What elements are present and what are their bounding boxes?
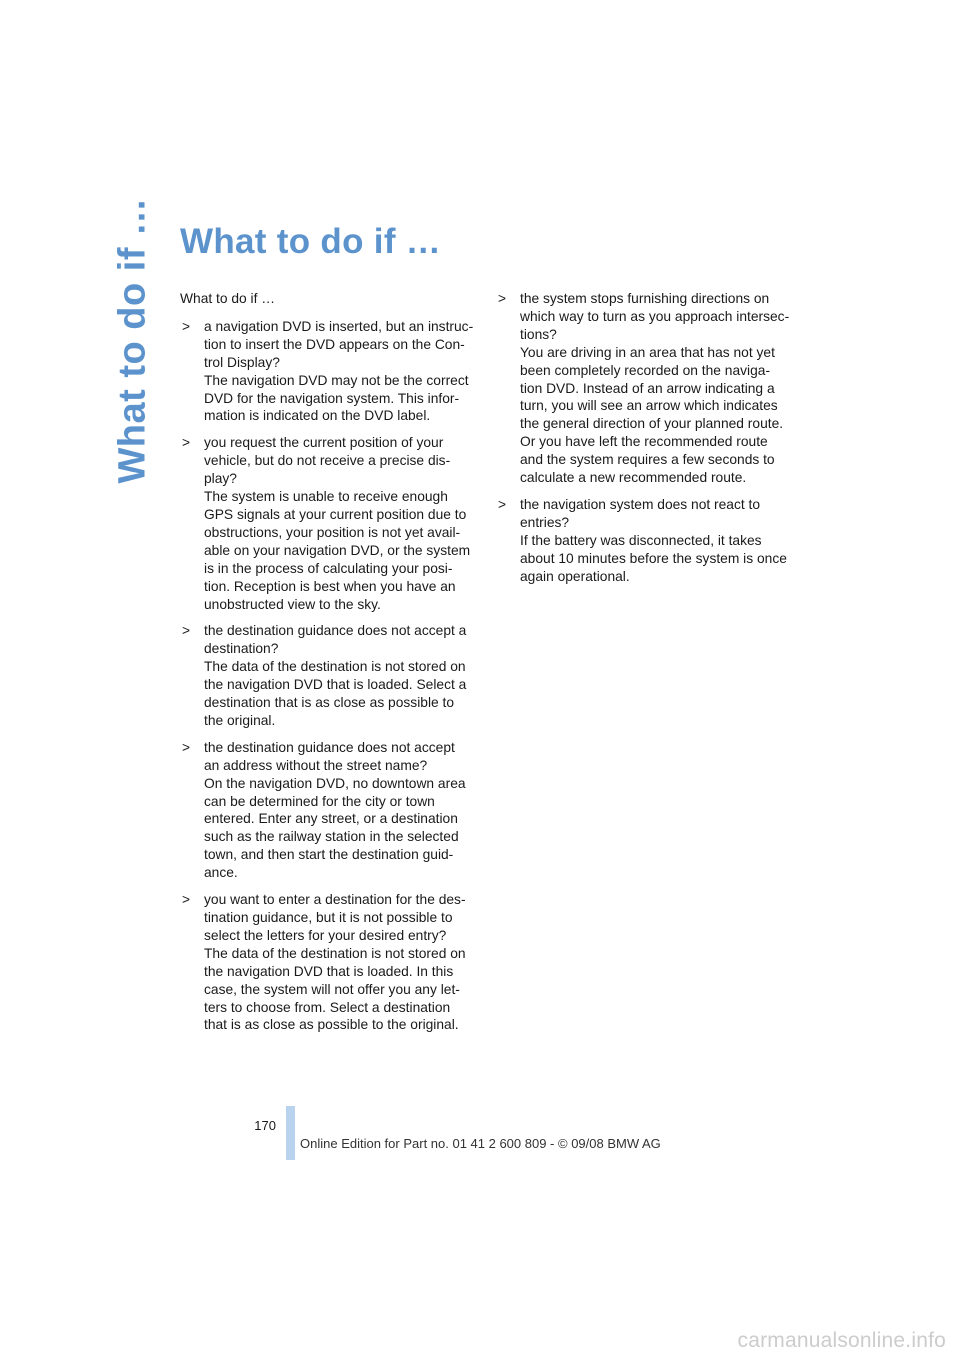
- item-question: the system stops furnishing directions on which way to turn as you approach intersec- tions?: [520, 291, 790, 342]
- footer-accent-bar: [286, 1106, 295, 1160]
- faq-list-left: [180, 318, 480, 1034]
- list-item: [180, 891, 480, 1034]
- item-answer: If the battery was disconnected, it takes about 10 minutes before the system is once again operational.: [520, 532, 787, 584]
- left-column: [180, 290, 480, 1043]
- list-item: [180, 622, 480, 729]
- list-item: [180, 739, 480, 882]
- item-question: the destination guidance does not accept a destination?: [204, 623, 467, 657]
- bullet-arrow-icon: >: [182, 892, 191, 908]
- item-answer: The navigation DVD may not be the correct DVD for the navigation system. This infor- mation is indicated on the DVD label.: [204, 372, 469, 424]
- bullet-arrow-icon: >: [498, 291, 507, 306]
- footer-edition-text: Online Edition for Part no. 01 41 2 600 809 - © 09/08 BMW AG: [300, 1136, 661, 1151]
- item-answer: The data of the destination is not stored on the navigation DVD that is loaded. Select a destination that is as close as possible to the original.: [204, 659, 467, 728]
- list-item: [496, 496, 796, 586]
- item-question: the destination guidance does not accept an address without the street name?: [204, 739, 455, 773]
- item-answer: The system is unable to receive enough GPS signals at your current position due to obstructions, your position is not yet avail- able on your navigation DVD, or the system is in the process of calculating your posi- tion. Reception is best when you have an unobstructed view to the sky.: [204, 489, 471, 612]
- item-question: the navigation system does not react to entries?: [520, 496, 761, 530]
- item-answer: The data of the destination is not stored on the navigation DVD that is loaded. In this case, the system will not offer you any let- ters to choose from. Select a destination that is as close as possible to the original.: [204, 945, 466, 1033]
- item-answer: You are driving in an area that has not yet been completely recorded on the naviga- tion DVD. Instead of an arrow indicating a turn, you will see an arrow which indicates the general direction of your planned route. Or you have left the recommended route and the system requires a few seconds to calculate a new recommended route.: [520, 344, 784, 486]
- bullet-arrow-icon: >: [182, 739, 191, 755]
- side-chapter-title: What to do if …: [111, 196, 154, 484]
- intro-text: What to do if …: [180, 291, 276, 306]
- item-answer: On the navigation DVD, no downtown area can be determined for the city or town entered. Enter any street, or a destination such as the railway station in the selected town, and then start the destination guid- ance.: [204, 775, 466, 881]
- bullet-arrow-icon: >: [182, 435, 191, 451]
- item-question: you request the current position of your vehicle, but do not receive a precise dis- play?: [204, 435, 451, 487]
- page-title: What to do if …: [180, 222, 442, 261]
- list-item: [180, 318, 480, 425]
- faq-list-right: [496, 290, 796, 586]
- item-question: you want to enter a destination for the des- tination guidance, but it is not possible to select the letters for your desired entry?: [204, 892, 466, 943]
- bullet-arrow-icon: >: [498, 496, 507, 512]
- right-column: [496, 290, 796, 595]
- bullet-arrow-icon: >: [182, 623, 191, 639]
- bullet-arrow-icon: >: [182, 318, 191, 334]
- list-item: [180, 434, 480, 613]
- item-question: a navigation DVD is inserted, but an instruc- tion to insert the DVD appears on the Con- trol Display?: [204, 318, 474, 370]
- list-item: [496, 290, 796, 487]
- page-number: 170: [254, 1118, 276, 1133]
- watermark: carmanualsonline.info: [737, 1329, 946, 1352]
